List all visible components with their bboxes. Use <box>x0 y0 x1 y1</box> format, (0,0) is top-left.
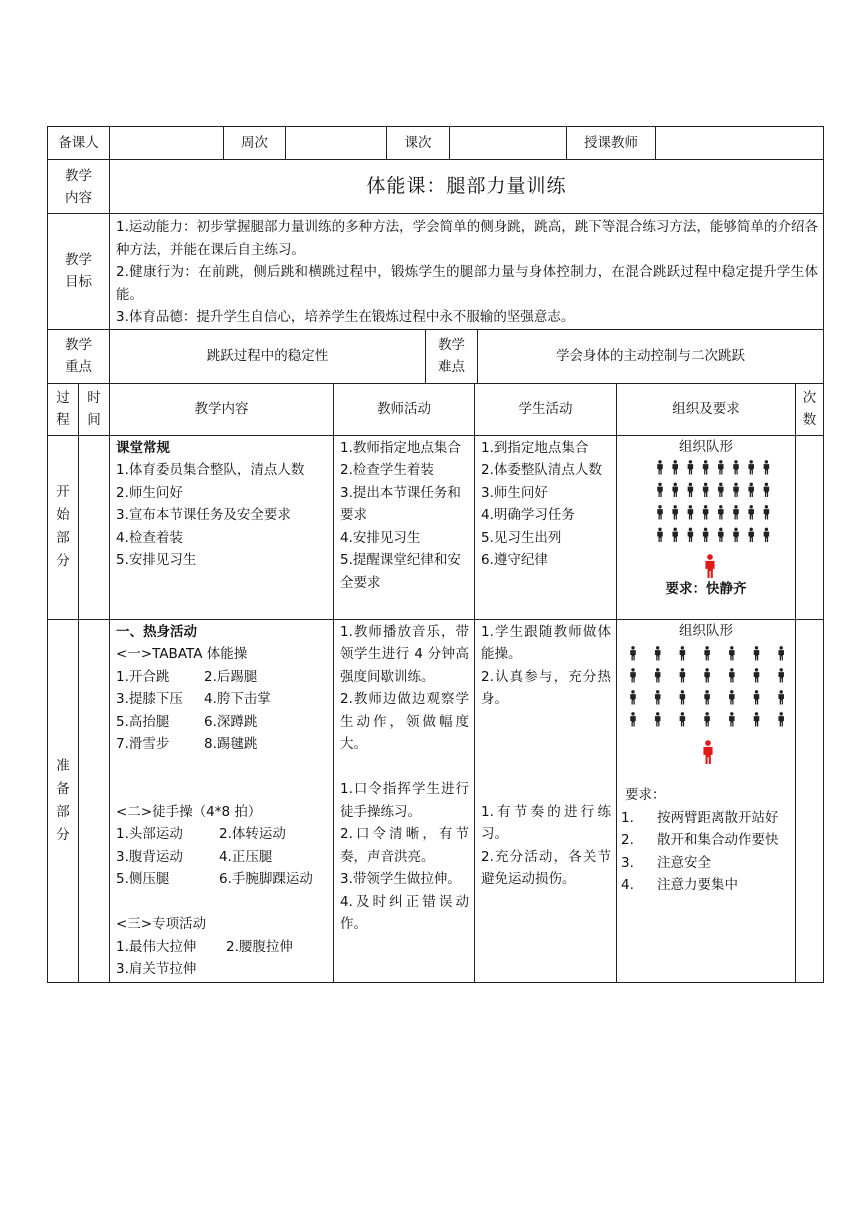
requirement-text: 注意安全 <box>657 854 711 871</box>
start-label-text: 开始部分 <box>56 484 70 569</box>
student-icon <box>729 646 735 660</box>
student-icon <box>778 668 784 682</box>
student-icon <box>754 690 760 704</box>
start-student-item: 6.遵守纪律 <box>481 552 548 568</box>
tabata-item: 5.高抬腿 <box>116 713 170 730</box>
lesson-no-label: 课次 <box>387 127 450 160</box>
goals-label-text: 教学目标 <box>65 252 92 291</box>
start-student-item: 5.见习生出列 <box>481 529 562 546</box>
requirement-item <box>617 807 795 830</box>
start-org-title: 组织队形 <box>679 438 733 455</box>
content-goals-table <box>47 159 824 330</box>
prep-teacher-item: 3.带领学生做拉伸。 <box>340 871 461 887</box>
student-icon <box>704 646 710 660</box>
start-organization <box>617 435 796 619</box>
start-student <box>475 435 617 619</box>
prep-teacher-item: 2.教师边做边观察学生动作，领做幅度大。 <box>340 691 469 752</box>
student-icon <box>718 483 724 497</box>
requirement-item <box>617 874 795 897</box>
prep-teacher-item: 1.教师播放音乐，带领学生进行 4 分钟高强度间歇训练。 <box>340 623 469 685</box>
freehand-item: 4.正压腿 <box>219 848 273 865</box>
student-icon <box>729 668 735 682</box>
student-icon <box>764 483 770 497</box>
prep-org-requirements <box>617 807 795 897</box>
col-time <box>79 383 110 435</box>
key-label <box>48 329 110 383</box>
prep-student-item: 2.认真参与，充分热身。 <box>481 668 611 707</box>
student-icon <box>657 460 663 474</box>
process-table <box>47 383 824 983</box>
student-icon <box>703 528 709 542</box>
freehand-row <box>116 823 328 846</box>
student-icon <box>718 505 724 519</box>
col-process <box>48 383 79 435</box>
special-item: 2.腰腹拉伸 <box>226 938 293 955</box>
student-icon <box>688 505 694 519</box>
content-label <box>48 160 110 214</box>
preparer-label: 备课人 <box>48 127 110 160</box>
student-icon <box>703 460 709 474</box>
start-teacher-item: 5.提醒课堂纪律和安全要求 <box>340 552 461 591</box>
student-icon <box>754 646 760 660</box>
student-icon <box>764 528 770 542</box>
freehand-title: <二>徒手操（4*8 拍） <box>116 803 262 820</box>
start-content-item: 1.体育委员集合整队，清点人数 <box>116 462 305 478</box>
student-icon <box>655 690 661 704</box>
teacher-icon <box>703 740 712 764</box>
freehand-item: 1.头部运动 <box>116 826 183 842</box>
goal-item: 2.健康行为：在前跳，侧后跳和横跳过程中，锻炼学生的腿部力量与身体控制力，在混合跳跃过程中稳定提升学生体能。 <box>116 264 818 303</box>
student-icon <box>655 668 661 682</box>
student-icon <box>672 505 678 519</box>
student-icon <box>778 690 784 704</box>
start-teacher <box>334 435 475 619</box>
prep-teacher-item: 1.口令指挥学生进行徒手操练习。 <box>340 781 469 820</box>
student-icon <box>748 460 754 474</box>
prep-formation-diagram <box>617 642 796 784</box>
start-count <box>796 435 824 619</box>
student-icon <box>688 460 694 474</box>
start-content-item: 4.检查着装 <box>116 529 183 546</box>
tabata-title: <一>TABATA 体能操 <box>116 646 248 662</box>
key-points-table <box>47 329 824 384</box>
student-icon <box>733 460 739 474</box>
tabata-row <box>116 711 328 734</box>
student-icon <box>748 505 754 519</box>
student-icon <box>754 712 760 726</box>
prep-org-req-label: 要求： <box>625 787 666 803</box>
student-icon <box>748 528 754 542</box>
tabata-row <box>116 666 328 689</box>
special-item: 1.最伟大拉伸 <box>116 938 197 955</box>
start-student-item: 2.体委整队清点人数 <box>481 462 602 478</box>
requirement-text: 散开和集合动作要快 <box>657 832 779 848</box>
student-icon <box>748 483 754 497</box>
goal-item: 1.运动能力：初步掌握腿部力量训练的多种方法，学会简单的侧身跳，跳高，跳下等混合练习方法，能够简单的介绍各种方法，并能在课后自主练习。 <box>116 219 818 258</box>
prep-content <box>110 619 334 982</box>
student-icon <box>688 528 694 542</box>
student-icon <box>680 646 686 660</box>
preparer-value <box>110 127 224 160</box>
prep-count <box>796 619 824 982</box>
student-icon <box>778 712 784 726</box>
tabata-item: 2.后踢腿 <box>204 668 258 685</box>
col-teacher: 教师活动 <box>334 383 475 435</box>
teacher-label: 授课教师 <box>567 127 656 160</box>
freehand-item: 6.手腕脚踝运动 <box>219 871 313 887</box>
student-icon <box>733 528 739 542</box>
key-label-text: 教学重点 <box>65 337 92 375</box>
difficulty-label <box>426 329 478 383</box>
teacher-icon <box>705 554 714 578</box>
freehand-item: 3.腹背运动 <box>116 848 183 865</box>
student-icon <box>672 528 678 542</box>
requirement-number: 2. <box>621 832 634 848</box>
student-icon <box>672 460 678 474</box>
goal-item: 3.体育品德：提升学生自信心，培养学生在锻炼过程中永不服输的坚强意志。 <box>116 309 575 325</box>
prep-time <box>79 619 110 982</box>
content-label-text: 教学内容 <box>65 167 92 206</box>
start-teacher-item: 1.教师指定地点集合 <box>340 439 461 456</box>
tabata-item: 6.深蹲跳 <box>204 713 258 730</box>
warmup-heading: 一、热身活动 <box>116 623 197 640</box>
col-count-text: 次数 <box>802 390 817 428</box>
tabata-row <box>116 733 328 756</box>
student-icon <box>718 460 724 474</box>
lesson-plan-document <box>47 126 823 983</box>
start-student-item: 4.明确学习任务 <box>481 507 575 523</box>
start-formation-diagram <box>617 458 796 578</box>
goals-label <box>48 214 110 330</box>
start-content-item: 3.宣布本节课任务及安全要求 <box>116 507 291 523</box>
student-icon <box>718 528 724 542</box>
prep-student-item: 1.学生跟随教师做体能操。 <box>481 623 611 662</box>
student-icon <box>729 712 735 726</box>
prep-teacher-item: 2.口令清晰，有节奏，声音洪亮。 <box>340 826 469 865</box>
requirement-text: 按两臂距离散开站好 <box>657 809 779 826</box>
col-student: 学生活动 <box>475 383 617 435</box>
freehand-item: 2.体转运动 <box>219 826 286 842</box>
key-value: 跳跃过程中的稳定性 <box>110 329 426 383</box>
student-icon <box>630 690 636 704</box>
tabata-item: 3.提膝下压 <box>116 691 183 707</box>
prep-teacher <box>334 619 475 982</box>
col-time-text: 时间 <box>87 390 101 428</box>
requirement-number: 3. <box>621 854 634 871</box>
prep-organization <box>617 619 796 982</box>
start-content-item: 5.安排见习生 <box>116 552 197 568</box>
student-icon <box>630 712 636 726</box>
requirement-text: 注意力要集中 <box>657 877 738 893</box>
student-icon <box>729 690 735 704</box>
special-title: <三>专项活动 <box>116 916 207 932</box>
student-icon <box>657 505 663 519</box>
requirement-number: 4. <box>621 877 634 893</box>
tabata-item: 7.滑雪步 <box>116 736 170 752</box>
col-content: 教学内容 <box>110 383 334 435</box>
start-student-item: 1.到指定地点集合 <box>481 439 589 456</box>
student-icon <box>630 646 636 660</box>
prep-teacher-item: 4.及时纠正错误动作。 <box>340 893 469 932</box>
prep-student-item: 2.充分活动，各关节避免运动损伤。 <box>481 848 611 887</box>
start-content-heading: 课堂常规 <box>116 439 170 456</box>
lesson-no-value <box>450 127 567 160</box>
col-count <box>796 383 824 435</box>
student-icon <box>680 690 686 704</box>
start-content-item: 2.师生问好 <box>116 484 183 501</box>
student-icon <box>703 505 709 519</box>
student-icon <box>672 483 678 497</box>
student-icon <box>733 505 739 519</box>
start-time <box>79 435 110 619</box>
freehand-row <box>116 868 328 891</box>
header-table <box>47 126 824 160</box>
start-teacher-item: 2.检查学生着装 <box>340 462 434 478</box>
freehand-row <box>116 846 328 869</box>
col-organization: 组织及要求 <box>617 383 796 435</box>
tabata-item: 1.开合跳 <box>116 668 170 685</box>
tabata-item: 4.胯下击掌 <box>204 691 271 707</box>
student-icon <box>657 528 663 542</box>
freehand-item: 5.侧压腿 <box>116 871 170 887</box>
student-icon <box>704 668 710 682</box>
special-row <box>116 936 328 959</box>
prep-label <box>48 619 79 982</box>
goals-cell <box>110 214 824 330</box>
student-icon <box>754 668 760 682</box>
student-icon <box>764 505 770 519</box>
start-label <box>48 435 79 619</box>
student-icon <box>657 483 663 497</box>
start-teacher-item: 3.提出本节课任务和要求 <box>340 484 461 523</box>
teacher-value <box>656 127 824 160</box>
tabata-item: 8.踢毽跳 <box>204 736 258 752</box>
difficulty-label-text: 教学难点 <box>438 337 465 375</box>
student-icon <box>704 690 710 704</box>
start-student-item: 3.师生问好 <box>481 484 548 501</box>
student-icon <box>703 483 709 497</box>
student-icon <box>630 668 636 682</box>
requirement-number: 1. <box>621 809 634 826</box>
prep-org-title: 组织队形 <box>679 622 733 639</box>
student-icon <box>688 483 694 497</box>
col-process-text: 过程 <box>56 390 70 428</box>
start-org-requirement: 要求：快静齐 <box>665 581 747 597</box>
start-content <box>110 435 334 619</box>
student-icon <box>680 668 686 682</box>
student-icon <box>655 712 661 726</box>
tabata-row <box>116 688 328 711</box>
student-icon <box>733 483 739 497</box>
week-label: 周次 <box>224 127 286 160</box>
student-icon <box>655 646 661 660</box>
student-icon <box>704 712 710 726</box>
special-row <box>116 958 328 981</box>
student-icon <box>764 460 770 474</box>
start-teacher-item: 4.安排见习生 <box>340 529 421 546</box>
requirement-item <box>617 829 795 852</box>
prep-student <box>475 619 617 982</box>
difficulty-value: 学会身体的主动控制与二次跳跃 <box>478 329 824 383</box>
week-value <box>286 127 387 160</box>
special-item: 3.肩关节拉伸 <box>116 961 197 977</box>
student-icon <box>778 646 784 660</box>
requirement-item <box>617 852 795 875</box>
student-icon <box>680 712 686 726</box>
prep-label-text: 准备部分 <box>56 757 70 843</box>
lesson-title: 体能课：腿部力量训练 <box>110 160 824 214</box>
prep-student-item: 1.有节奏的进行练习。 <box>481 803 611 842</box>
